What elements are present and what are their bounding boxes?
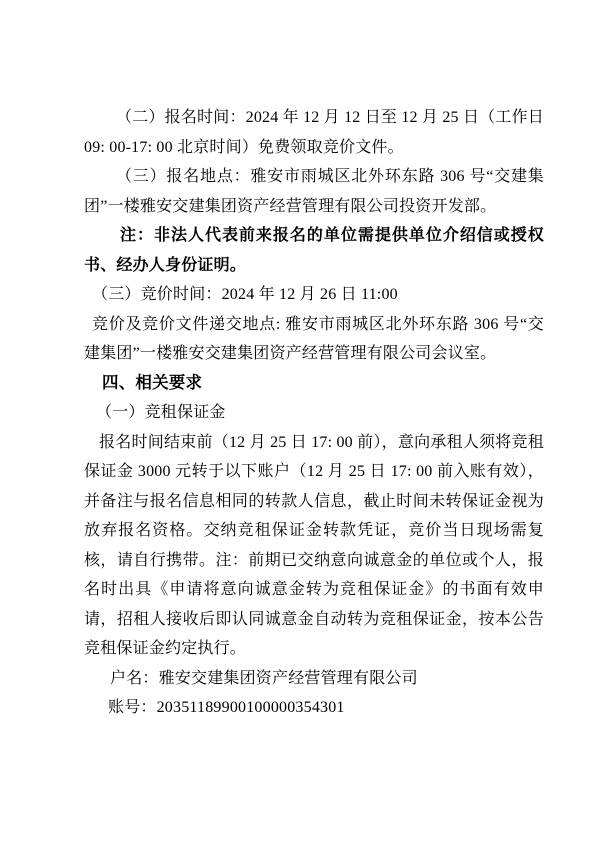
para-registration-place: （三）报名地点：雅安市雨城区北外环东路 306 号“交建集团”一楼雅安交建集团资产经营管理有限公司投资开发部。 [84, 168, 544, 215]
account-number-value: 20351189900100000354301 [156, 699, 345, 716]
account-number-label: 账号： [108, 699, 157, 716]
para-registration-time: （二）报名时间：2024 年 12 月 12 日至 12 月 25 日（工作日 09: 00-17: 00 北京时间）免费领取竞价文件。 [84, 109, 544, 156]
account-name-label: 户名： [110, 669, 159, 687]
para-submission-place: 竞价及竞价文件递交地点: 雅安市雨城区北外环东路 306 号“交建集团”一楼雅安交建集团资产经营管理有限公司会议室。 [84, 315, 544, 362]
heading-related-requirements: 四、相关要求 [102, 373, 203, 392]
para-account-name [84, 664, 544, 694]
subheading-bid-deposit: （一）竞租保证金 [96, 404, 226, 421]
para-note-authorization: 注：非法人代表前来报名的单位需提供单位介绍信或授权书、经办人身份证明。 [84, 227, 544, 274]
para-account-number [84, 693, 544, 723]
account-name-value: 雅安交建集团资产经营管理有限公司 [158, 669, 418, 687]
para-deposit-terms: 报名时间结束前（12 月 25 日 17: 00 前），意向承租人须将竞租保证金 3000 元转于以下账户（12 月 25 日 17: 00 前入账有效），并备注与报名信息相同的转款人信息，截止时间未转保证金视为放弃报名资格。交纳竞租保证金转款凭证，竞价当日现场需复核，请自行携带。注：前期已交纳意向诚意金的单位或个人，报名时出具《申请将意向诚意金转为竞租保证金》的书面有效申请，招租人接收后即认同诚意金自动转为竞租保证金，按本公告竞租保证金约定执行。 [84, 433, 544, 657]
para-bidding-time: （三）竞价时间：2024 年 12 月 26 日 11:00 [92, 286, 398, 303]
